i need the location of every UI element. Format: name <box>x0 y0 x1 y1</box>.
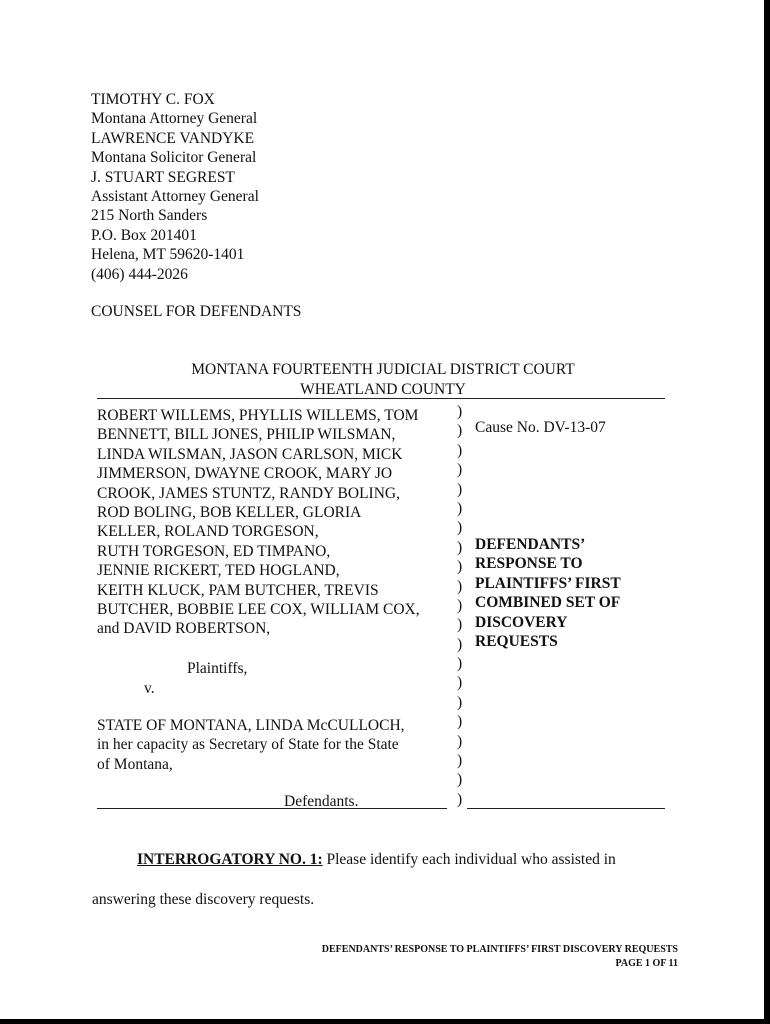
plaintiffs-line: BENNETT, BILL JONES, PHILIP WILSMAN, <box>97 426 396 444</box>
caption-paren: ) <box>457 499 463 517</box>
caption-paren: ) <box>457 441 463 459</box>
plaintiffs-line: JIMMERSON, DWAYNE CROOK, MARY JO <box>97 465 393 483</box>
interrogatory-colon: : <box>317 851 323 868</box>
caption-paren: ) <box>457 558 463 576</box>
caption-paren: ) <box>457 461 463 479</box>
document-title-line: REQUESTS <box>475 633 558 651</box>
counsel-line: 215 North Sanders <box>91 207 208 225</box>
caption-paren: ) <box>457 655 463 673</box>
plaintiffs-line: RUTH TORGESON, ED TIMPANO, <box>97 542 331 560</box>
plaintiffs-line: KEITH KLUCK, PAM BUTCHER, TREVIS <box>97 581 379 599</box>
document-title-line: DEFENDANTS’ <box>475 536 586 553</box>
counsel-role: COUNSEL FOR DEFENDANTS <box>91 303 302 320</box>
defendants-line: STATE OF MONTANA, LINDA McCULLOCH, <box>97 717 405 734</box>
page-footer <box>322 943 678 971</box>
counsel-line: (406) 444-2026 <box>91 265 188 283</box>
scan-border-right <box>764 0 770 1024</box>
court-name: MONTANA FOURTEENTH JUDICIAL DISTRICT COURT <box>191 361 575 378</box>
caption-paren: ) <box>457 771 463 789</box>
document-title-line: DISCOVERY <box>475 613 568 631</box>
caption-bottom-rule-left <box>97 808 447 809</box>
caption-paren: ) <box>457 752 463 770</box>
caption-paren: ) <box>457 713 463 731</box>
caption-paren: ) <box>457 538 463 556</box>
caption-paren: ) <box>457 577 463 595</box>
caption-paren: ) <box>457 596 463 614</box>
plaintiffs-line: BUTCHER, BOBBIE LEE COX, WILLIAM COX, <box>97 601 420 619</box>
interrogatory-text: Please identify each individual who assisted in <box>322 851 616 868</box>
counsel-line: P.O. Box 201401 <box>91 226 197 244</box>
cause-number: Cause No. DV-13-07 <box>475 419 606 436</box>
caption-paren: ) <box>457 674 463 692</box>
counsel-line: TIMOTHY C. FOX <box>91 91 215 108</box>
interrogatory-label: INTERROGATORY NO. 1 <box>137 851 318 868</box>
defendants-line: of Montana, <box>97 755 173 773</box>
plaintiffs-line: CROOK, JAMES STUNTZ, RANDY BOLING, <box>97 484 400 502</box>
plaintiffs-line: KELLER, ROLAND TORGESON, <box>97 523 319 541</box>
counsel-block <box>91 90 259 284</box>
counsel-line: Assistant Attorney General <box>91 188 259 206</box>
caption-paren: ) <box>457 635 463 653</box>
counsel-line: Helena, MT 59620-1401 <box>91 246 245 264</box>
interrogatory-text-continued: answering these discovery requests. <box>92 891 315 908</box>
scan-border-bottom <box>0 1019 770 1024</box>
plaintiffs-line: and DAVID ROBERTSON, <box>97 620 271 638</box>
caption-paren: ) <box>457 480 463 498</box>
caption-paren: ) <box>457 403 463 420</box>
defendants-line: in her capacity as Secretary of State for the State <box>97 736 399 754</box>
document-title <box>475 535 621 651</box>
caption-paren: ) <box>457 693 463 711</box>
counsel-line: LAWRENCE VANDYKE <box>91 129 255 147</box>
plaintiffs-line: LINDA WILSMAN, JASON CARLSON, MICK <box>97 445 403 463</box>
counsel-line: Montana Solicitor General <box>91 149 257 167</box>
caption-paren: ) <box>457 519 463 537</box>
caption-paren: ) <box>457 790 463 808</box>
document-title-line: PLAINTIFFS’ FIRST <box>475 574 621 592</box>
document-title-line: RESPONSE TO <box>475 555 583 573</box>
court-heading <box>97 360 669 400</box>
counsel-line: J. STUART SEGREST <box>91 168 235 186</box>
caption-paren-column <box>457 402 462 809</box>
caption-paren: ) <box>457 422 463 440</box>
caption-paren: ) <box>457 616 463 634</box>
caption-paren: ) <box>457 732 463 750</box>
plaintiffs-line: ROBERT WILLEMS, PHYLLIS WILLEMS, TOM <box>97 407 419 424</box>
plaintiffs-label: Plaintiffs, <box>187 660 248 677</box>
plaintiffs-names <box>97 406 447 639</box>
document-title-line: COMBINED SET OF <box>475 594 621 612</box>
interrogatory-paragraph <box>137 851 616 869</box>
caption-bottom-rule-right <box>467 808 665 809</box>
court-county: WHEATLAND COUNTY <box>300 381 466 398</box>
plaintiffs-line: ROD BOLING, BOB KELLER, GLORIA <box>97 504 362 522</box>
plaintiffs-line: JENNIE RICKERT, TED HOGLAND, <box>97 562 340 580</box>
counsel-line: Montana Attorney General <box>91 110 258 128</box>
versus-label: v. <box>144 680 155 697</box>
defendants-label: Defendants. <box>284 793 359 810</box>
defendants-names <box>97 716 405 774</box>
caption-top-rule <box>97 398 665 399</box>
footer-page-number: PAGE 1 OF 11 <box>615 958 678 969</box>
footer-title: DEFENDANTS’ RESPONSE TO PLAINTIFFS’ FIRST DISCOVERY REQUESTS <box>321 944 678 955</box>
